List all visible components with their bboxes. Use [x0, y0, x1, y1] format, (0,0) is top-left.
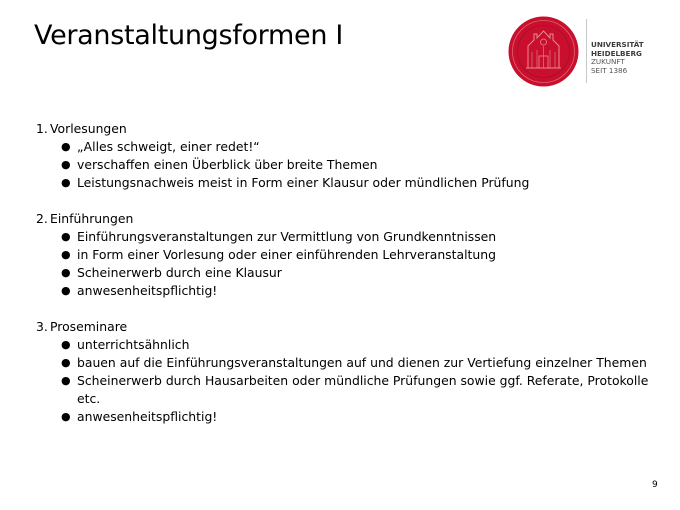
- bullet-list: [36, 228, 656, 300]
- bullet-icon: ●: [61, 158, 71, 171]
- section-heading: [36, 120, 656, 138]
- bullet-icon: ●: [61, 374, 71, 387]
- bullet-icon: ●: [61, 248, 71, 261]
- list-item-text: anwesenheitspflichtig!: [77, 409, 218, 424]
- section-heading: [36, 210, 656, 228]
- section-number: 3.: [36, 319, 48, 334]
- list-item: [61, 138, 656, 156]
- section-title: Proseminare: [50, 319, 128, 334]
- bullet-icon: ●: [61, 176, 71, 189]
- university-logo: [508, 15, 658, 89]
- list-item-text: unterrichtsähnlich: [77, 337, 190, 352]
- logo-line-4: SEIT 1386: [591, 65, 628, 75]
- logo-line-2: HEIDELBERG: [591, 48, 642, 58]
- list-item-text: „Alles schweigt, einer redet!“: [77, 139, 260, 154]
- page-number: 9: [652, 480, 658, 490]
- slide-title: Veranstaltungsformen I: [34, 20, 344, 51]
- section-heading: [36, 318, 656, 336]
- list-item-text: in Form einer Vorlesung oder einer einführenden Lehrveranstaltung: [77, 247, 496, 262]
- list-item: [61, 354, 656, 372]
- bullet-icon: ●: [61, 266, 71, 279]
- section-number: 2.: [36, 211, 48, 226]
- list-item: [61, 228, 656, 246]
- list-item-text: Scheinerwerb durch eine Klausur: [77, 265, 282, 280]
- list-item: [61, 336, 656, 354]
- list-item-text: Einführungsveranstaltungen zur Vermittlung von Grundkenntnissen: [77, 229, 497, 244]
- section-proseminare: [36, 318, 656, 426]
- section-einfuehrungen: [36, 210, 656, 300]
- bullet-icon: ●: [61, 230, 71, 243]
- bullet-icon: ●: [61, 338, 71, 351]
- list-item: [61, 156, 656, 174]
- bullet-icon: ●: [61, 410, 71, 423]
- logo-divider: [586, 19, 587, 83]
- list-item: [61, 372, 656, 408]
- list-item-text: anwesenheitspflichtig!: [77, 283, 218, 298]
- bullet-icon: ●: [61, 140, 71, 153]
- list-item-text: verschaffen einen Überblick über breite Themen: [77, 157, 378, 172]
- section-number: 1.: [36, 121, 48, 136]
- logo-line-3: ZUKUNFT: [591, 57, 625, 67]
- list-item: [61, 246, 656, 264]
- slide-content: [36, 120, 656, 444]
- list-item: [61, 408, 656, 426]
- logo-line-1: UNIVERSITÄT: [591, 40, 644, 49]
- logo-wordmark: [591, 41, 644, 75]
- section-title: Einführungen: [50, 211, 134, 226]
- list-item-text: Leistungsnachweis meist in Form einer Klausur oder mündlichen Prüfung: [77, 175, 530, 190]
- bullet-icon: ●: [61, 356, 71, 369]
- list-item: [61, 174, 656, 192]
- list-item: [61, 264, 656, 282]
- university-seal-icon: [508, 16, 579, 87]
- bullet-icon: ●: [61, 284, 71, 297]
- bullet-list: [36, 138, 656, 192]
- bullet-list: [36, 336, 656, 426]
- section-vorlesungen: [36, 120, 656, 192]
- section-title: Vorlesungen: [50, 121, 127, 136]
- list-item-text: bauen auf die Einführungsveranstaltungen auf und dienen zur Vertiefung einzelner Themen: [77, 355, 647, 370]
- list-item: [61, 282, 656, 300]
- list-item-text: Scheinerwerb durch Hausarbeiten oder mündliche Prüfungen sowie ggf. Referate, Protokolle etc.: [77, 373, 649, 406]
